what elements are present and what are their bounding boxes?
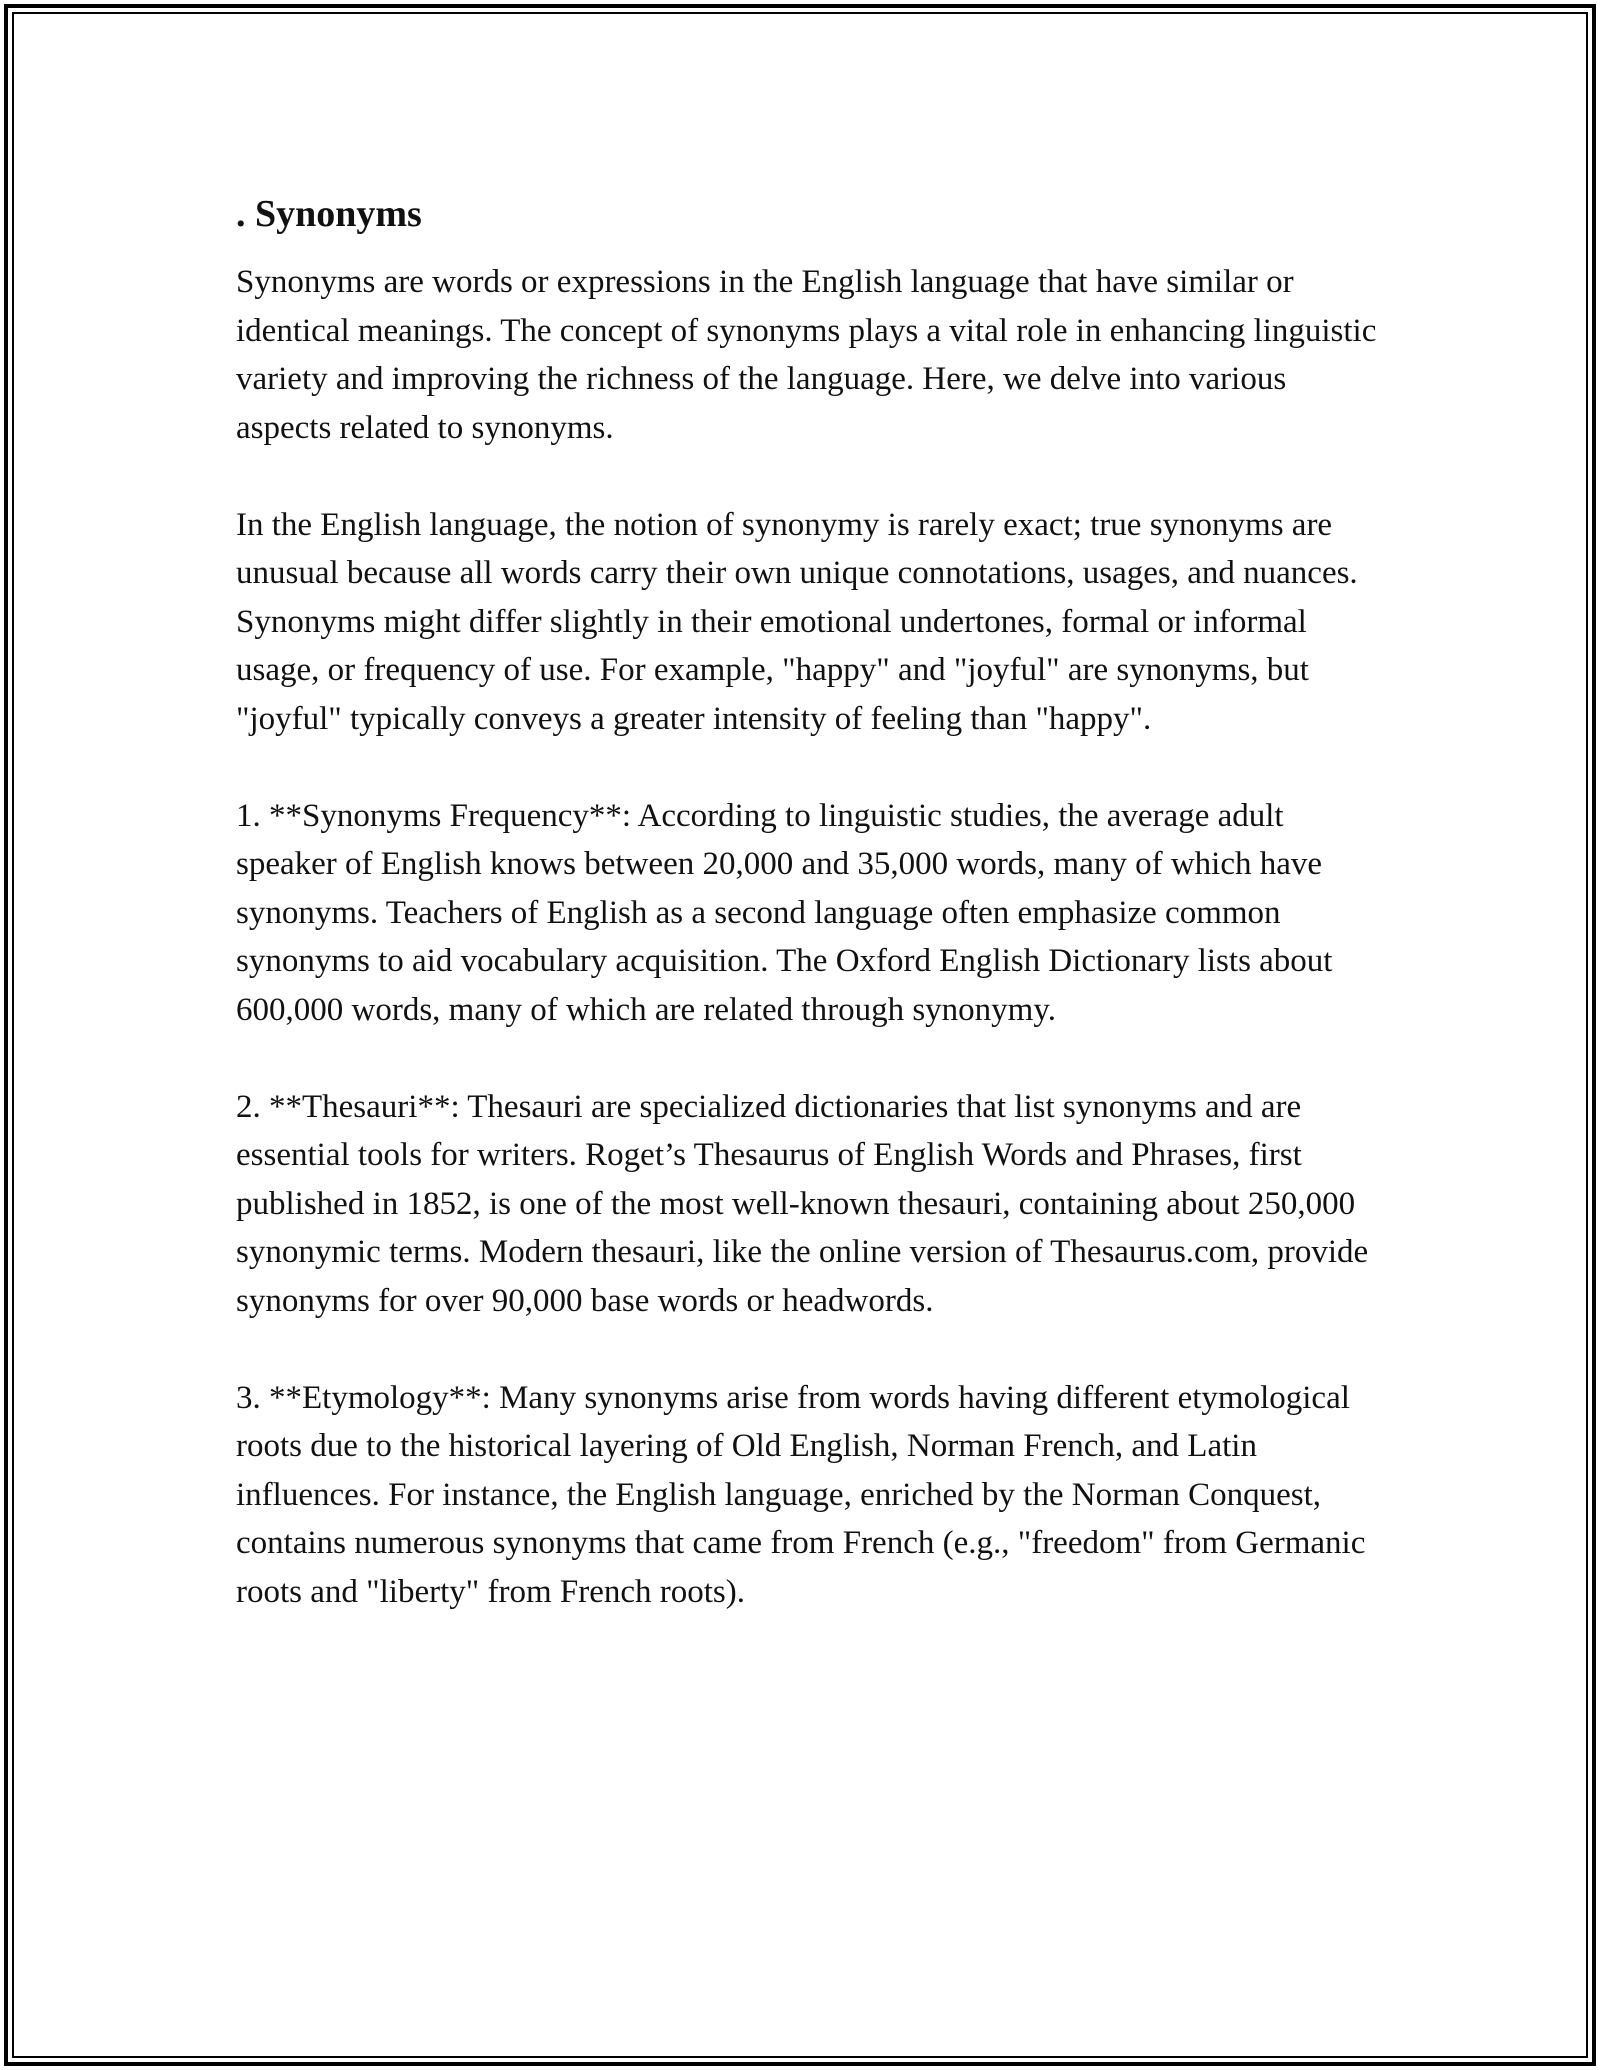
document-body bbox=[236, 190, 1386, 1665]
paragraph-synonyms-frequency: 1. **Synonyms Frequency**: According to linguistic studies, the average adult speaker of English knows between 20,000 and 35,000 words, many of which have synonyms. Teachers of English as a second language often emphasize common synonyms to aid vocabulary acquisition. The Oxford English Dictionary lists about 600,000 words, many of which are related through synonymy. bbox=[236, 797, 1333, 1028]
paragraph-thesauri: 2. **Thesauri**: Thesauri are specialized dictionaries that list synonyms and are essential tools for writers. Roget’s Thesaurus of English Words and Phrases, first published in 1852, is one of the most well-known thesauri, containing about 250,000 synonymic terms. Modern thesauri, like the online version of Thesaurus.com, provide synonyms for over 90,000 base words or headwords. bbox=[236, 1088, 1369, 1319]
paragraph-etymology: 3. **Etymology**: Many synonyms arise from words having different etymological roots due to the historical layering of Old English, Norman French, and Latin influences. For instance, the English language, enriched by the Norman Conquest, contains numerous synonyms that came from French (e.g., "freedom" from Germanic roots and "liberty" from French roots). bbox=[236, 1379, 1366, 1610]
paragraph-synonymy-exactness: In the English language, the notion of synonymy is rarely exact; true synonyms are unusual because all words carry their own unique connotations, usages, and nuances. Synonyms might differ slightly in their emotional undertones, formal or informal usage, or frequency of use. For example, "happy" and "joyful" are synonyms, but "joyful" typically conveys a greater intensity of feeling than "happy". bbox=[236, 506, 1358, 737]
paragraph-intro: Synonyms are words or expressions in the English language that have similar or identical meanings. The concept of synonyms plays a vital role in enhancing linguistic variety and improving the richness of the language. Here, we delve into various aspects related to synonyms. bbox=[236, 264, 1377, 446]
section-title: . Synonyms bbox=[236, 193, 422, 235]
